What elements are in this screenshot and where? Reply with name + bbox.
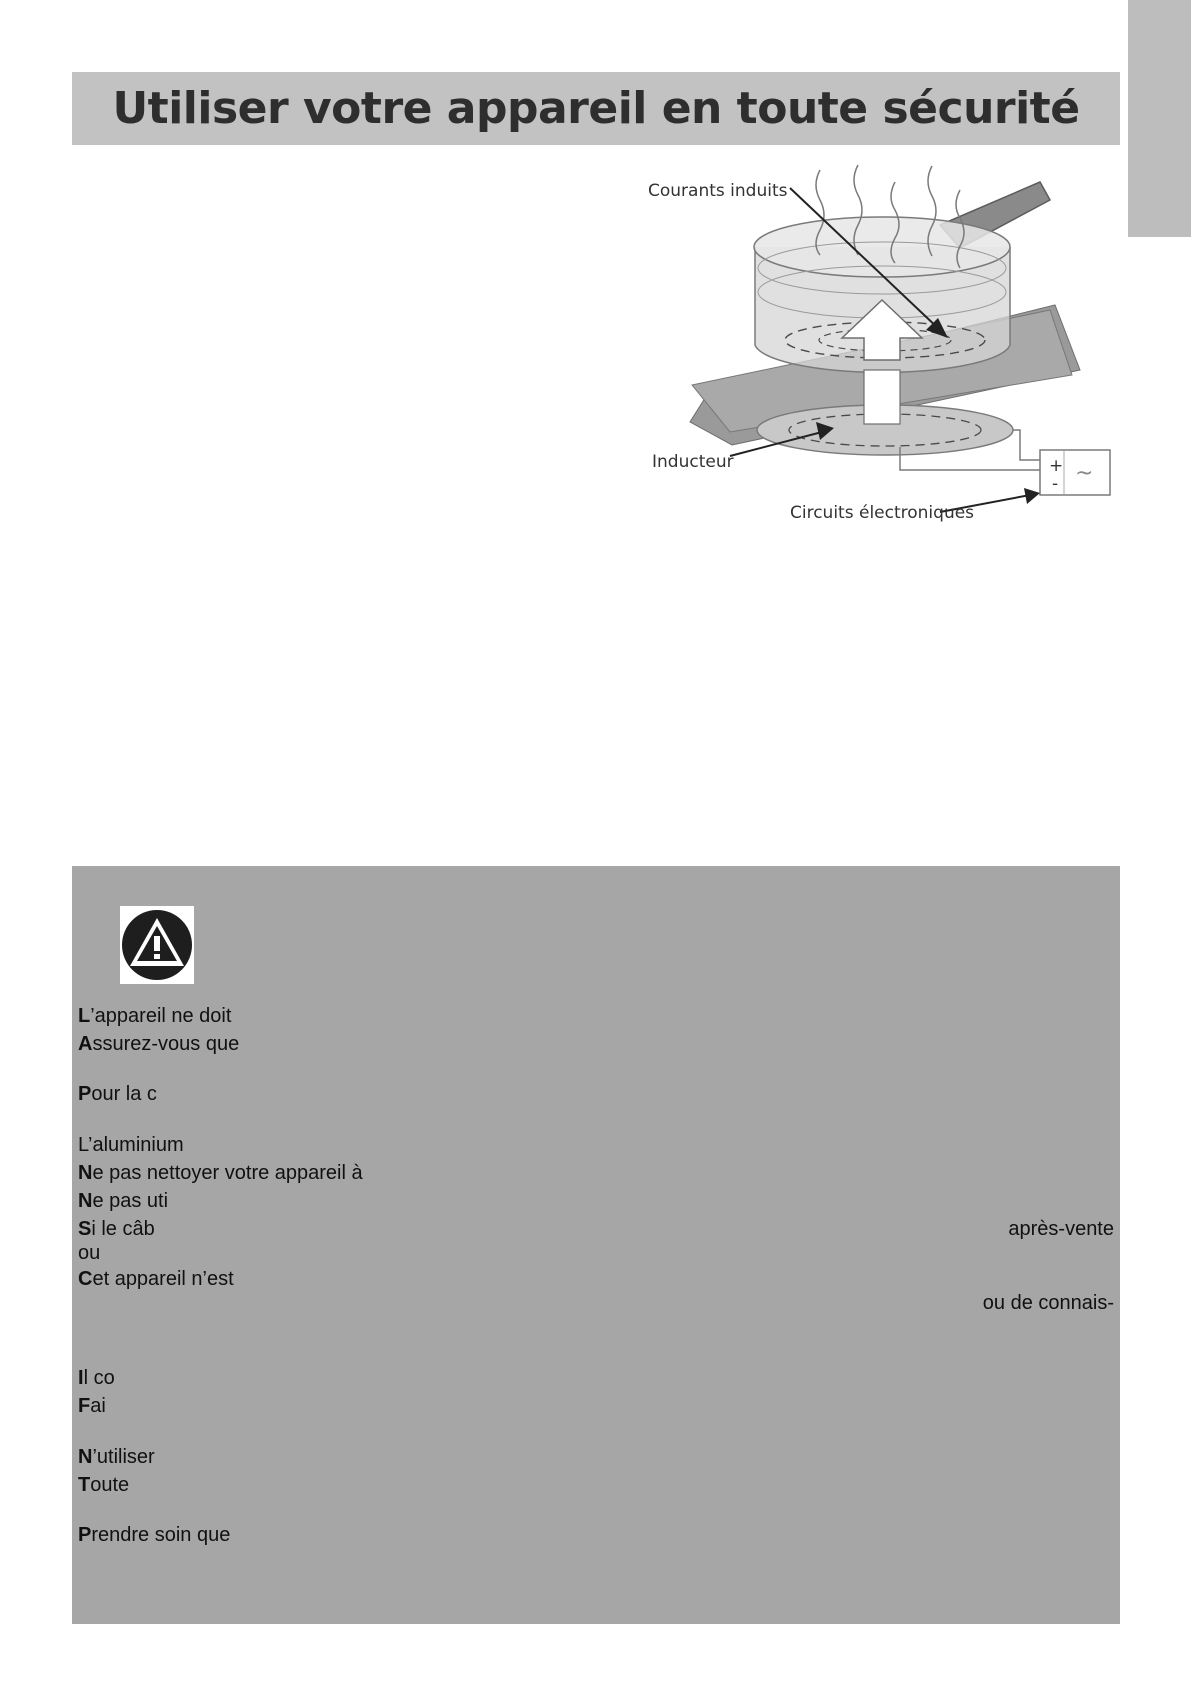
warning-line: L’aluminium (78, 1134, 184, 1156)
warning-line: Ne pas uti (78, 1190, 169, 1212)
warning-line: Toute (78, 1474, 130, 1496)
pan-rim (754, 217, 1010, 277)
minus-sign: - (1052, 474, 1059, 494)
side-tab-marker (1128, 0, 1191, 237)
warning-line: Prendre soin que (78, 1524, 231, 1546)
warning-line: ou (78, 1242, 101, 1264)
warning-line-right: après-vente (1008, 1218, 1114, 1240)
warning-line: Cet appareil n’est (78, 1268, 234, 1290)
warning-line: L’appareil ne doit (78, 1005, 232, 1027)
title-banner (72, 72, 1120, 145)
field-column-lower (864, 370, 900, 424)
warning-line: Assurez-vous que (78, 1033, 240, 1055)
warning-triangle-icon (120, 906, 194, 984)
warning-line: Ne pas nettoyer votre appareil à (78, 1162, 363, 1184)
induction-diagram (640, 160, 1120, 540)
ac-symbol: ~ (1075, 461, 1094, 486)
wire-top (1013, 430, 1040, 460)
plus-sign: + (1049, 456, 1064, 476)
label-courants-induits: Courants induits (648, 181, 788, 201)
page-title: Utiliser votre appareil en toute sécurité (112, 83, 1080, 134)
warning-line: Si le câb (78, 1218, 155, 1240)
warning-line-right: ou de connais- (982, 1292, 1114, 1314)
label-inducteur: Inducteur (652, 452, 734, 472)
warning-line: Pour la c (78, 1083, 157, 1105)
warning-line: Il co (78, 1367, 115, 1389)
safety-warning-box (72, 866, 1120, 1624)
label-circuits-electroniques: Circuits électroniques (790, 503, 975, 523)
warning-line: N’utiliser (78, 1446, 155, 1468)
warning-line: Fai (78, 1395, 106, 1417)
